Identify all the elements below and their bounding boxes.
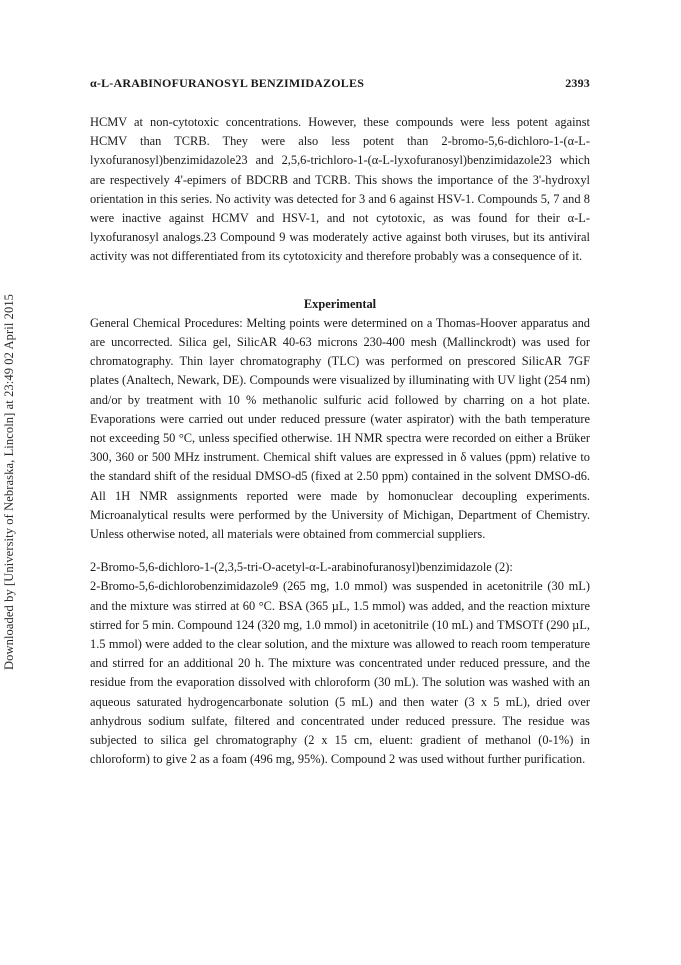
general-procedures-paragraph: General Chemical Procedures: Melting points were determined on a Thomas-Hoover apparatus and are uncorrected. Silica gel, SilicAR 40-63 microns 230-400 mesh (Mallinckrodt) was used for chromatography. Thin layer chromatography (TLC) was performed on prescored SilicAR 7GF plates (Analtech, Newark, DE). Compounds were visualized by illuminating with UV light (254 nm) and/or by treatment with 10 % methanolic sulfuric acid followed by charring on a hot plate. Evaporations were carried out under reduced pressure (water aspirator) with the bath temperature not exceeding 50 °C, unless specified otherwise. 1H NMR spectra were recorded on either a Brüker 300, 360 or 500 MHz instrument. Chemical shift values are expressed in δ values (ppm) relative to the standard shift of the residual DMSO-d5 (fixed at 2.50 ppm) contained in the solvent DMSO-d6. All 1H NMR assignments reported were made by homonuclear decoupling experiments. Microanalytical results were performed by the University of Michigan, Department of Chemistry. Unless otherwise noted, all materials were obtained from commercial suppliers.: [90, 315, 590, 542]
page-number: 2393: [565, 76, 590, 90]
section-heading-experimental: Experimental: [303, 296, 377, 311]
compound-procedure-paragraph: 2-Bromo-5,6-dichlorobenzimidazole9 (265 mg, 1.0 mmol) was suspended in acetonitrile (30 mL) and the mixture was stirred at 60 °C. BSA (365 µL, 1.5 mmol) was added, and the reaction mixture stirred for 5 min. Compound 124 (320 mg, 1.0 mmol) in acetonitrile (10 mL) and TMSOTf (290 µL, 1.5 mmol) were added to the clear solution, and the mixture was allowed to reach room temperature and stirred for an additional 20 h. The mixture was concentrated under reduced pressure, and the residue from the evaporation dissolved with chloroform (30 mL). The solution was washed with an aqueous saturated hydrogencarbonate solution (5 mL) and then water (3 x 5 mL), dried over anhydrous sodium sulfate, filtered and concentrated under reduced pressure. The residue was subjected to silica gel chromatography (2 x 15 cm, eluent: gradient of methanol (0-1%) in chloroform) to give 2 as a foam (496 mg, 95%). Compound 2 was used without further purification.: [90, 579, 590, 767]
download-watermark: Downloaded by [University of Nebraska, Lincoln] at 23:49 02 April 2015: [2, 293, 16, 670]
page-header: [90, 76, 590, 96]
paragraph-gap: [90, 544, 590, 558]
running-title: α-L-ARABINOFURANOSYL BENZIMIDAZOLES: [90, 76, 365, 90]
page-body: [90, 113, 590, 769]
results-paragraph: HCMV at non-cytotoxic concentrations. However, these compounds were less potent against HCMV than TCRB. They were also less potent than 2-bromo-5,6-dichloro-1-(α-L-lyxofuranosyl)benzimidazole23 and 2,5,6-trichloro-1-(α-L-lyxofuranosyl)benzimidazole23 which are respectively 4'-epimers of BDCRB and TCRB. This shows the importance of the 3'-hydroxyl orientation in this series. No activity was detected for 3 and 6 against HSV-1. Compounds 5, 7 and 8 were inactive against HCMV and HSV-1, and not cytotoxic, as was found for their α-L-lyxofuranosyl analogs.23 Compound 9 was moderately active against both viruses, but its antiviral activity was not differentiated from its cytotoxicity and therefore probably was a consequence of it.: [90, 115, 590, 264]
compound-heading: 2-Bromo-5,6-dichloro-1-(2,3,5-tri-O-acetyl-α-L-arabinofuranosyl)benzimidazole (2):: [90, 560, 513, 575]
